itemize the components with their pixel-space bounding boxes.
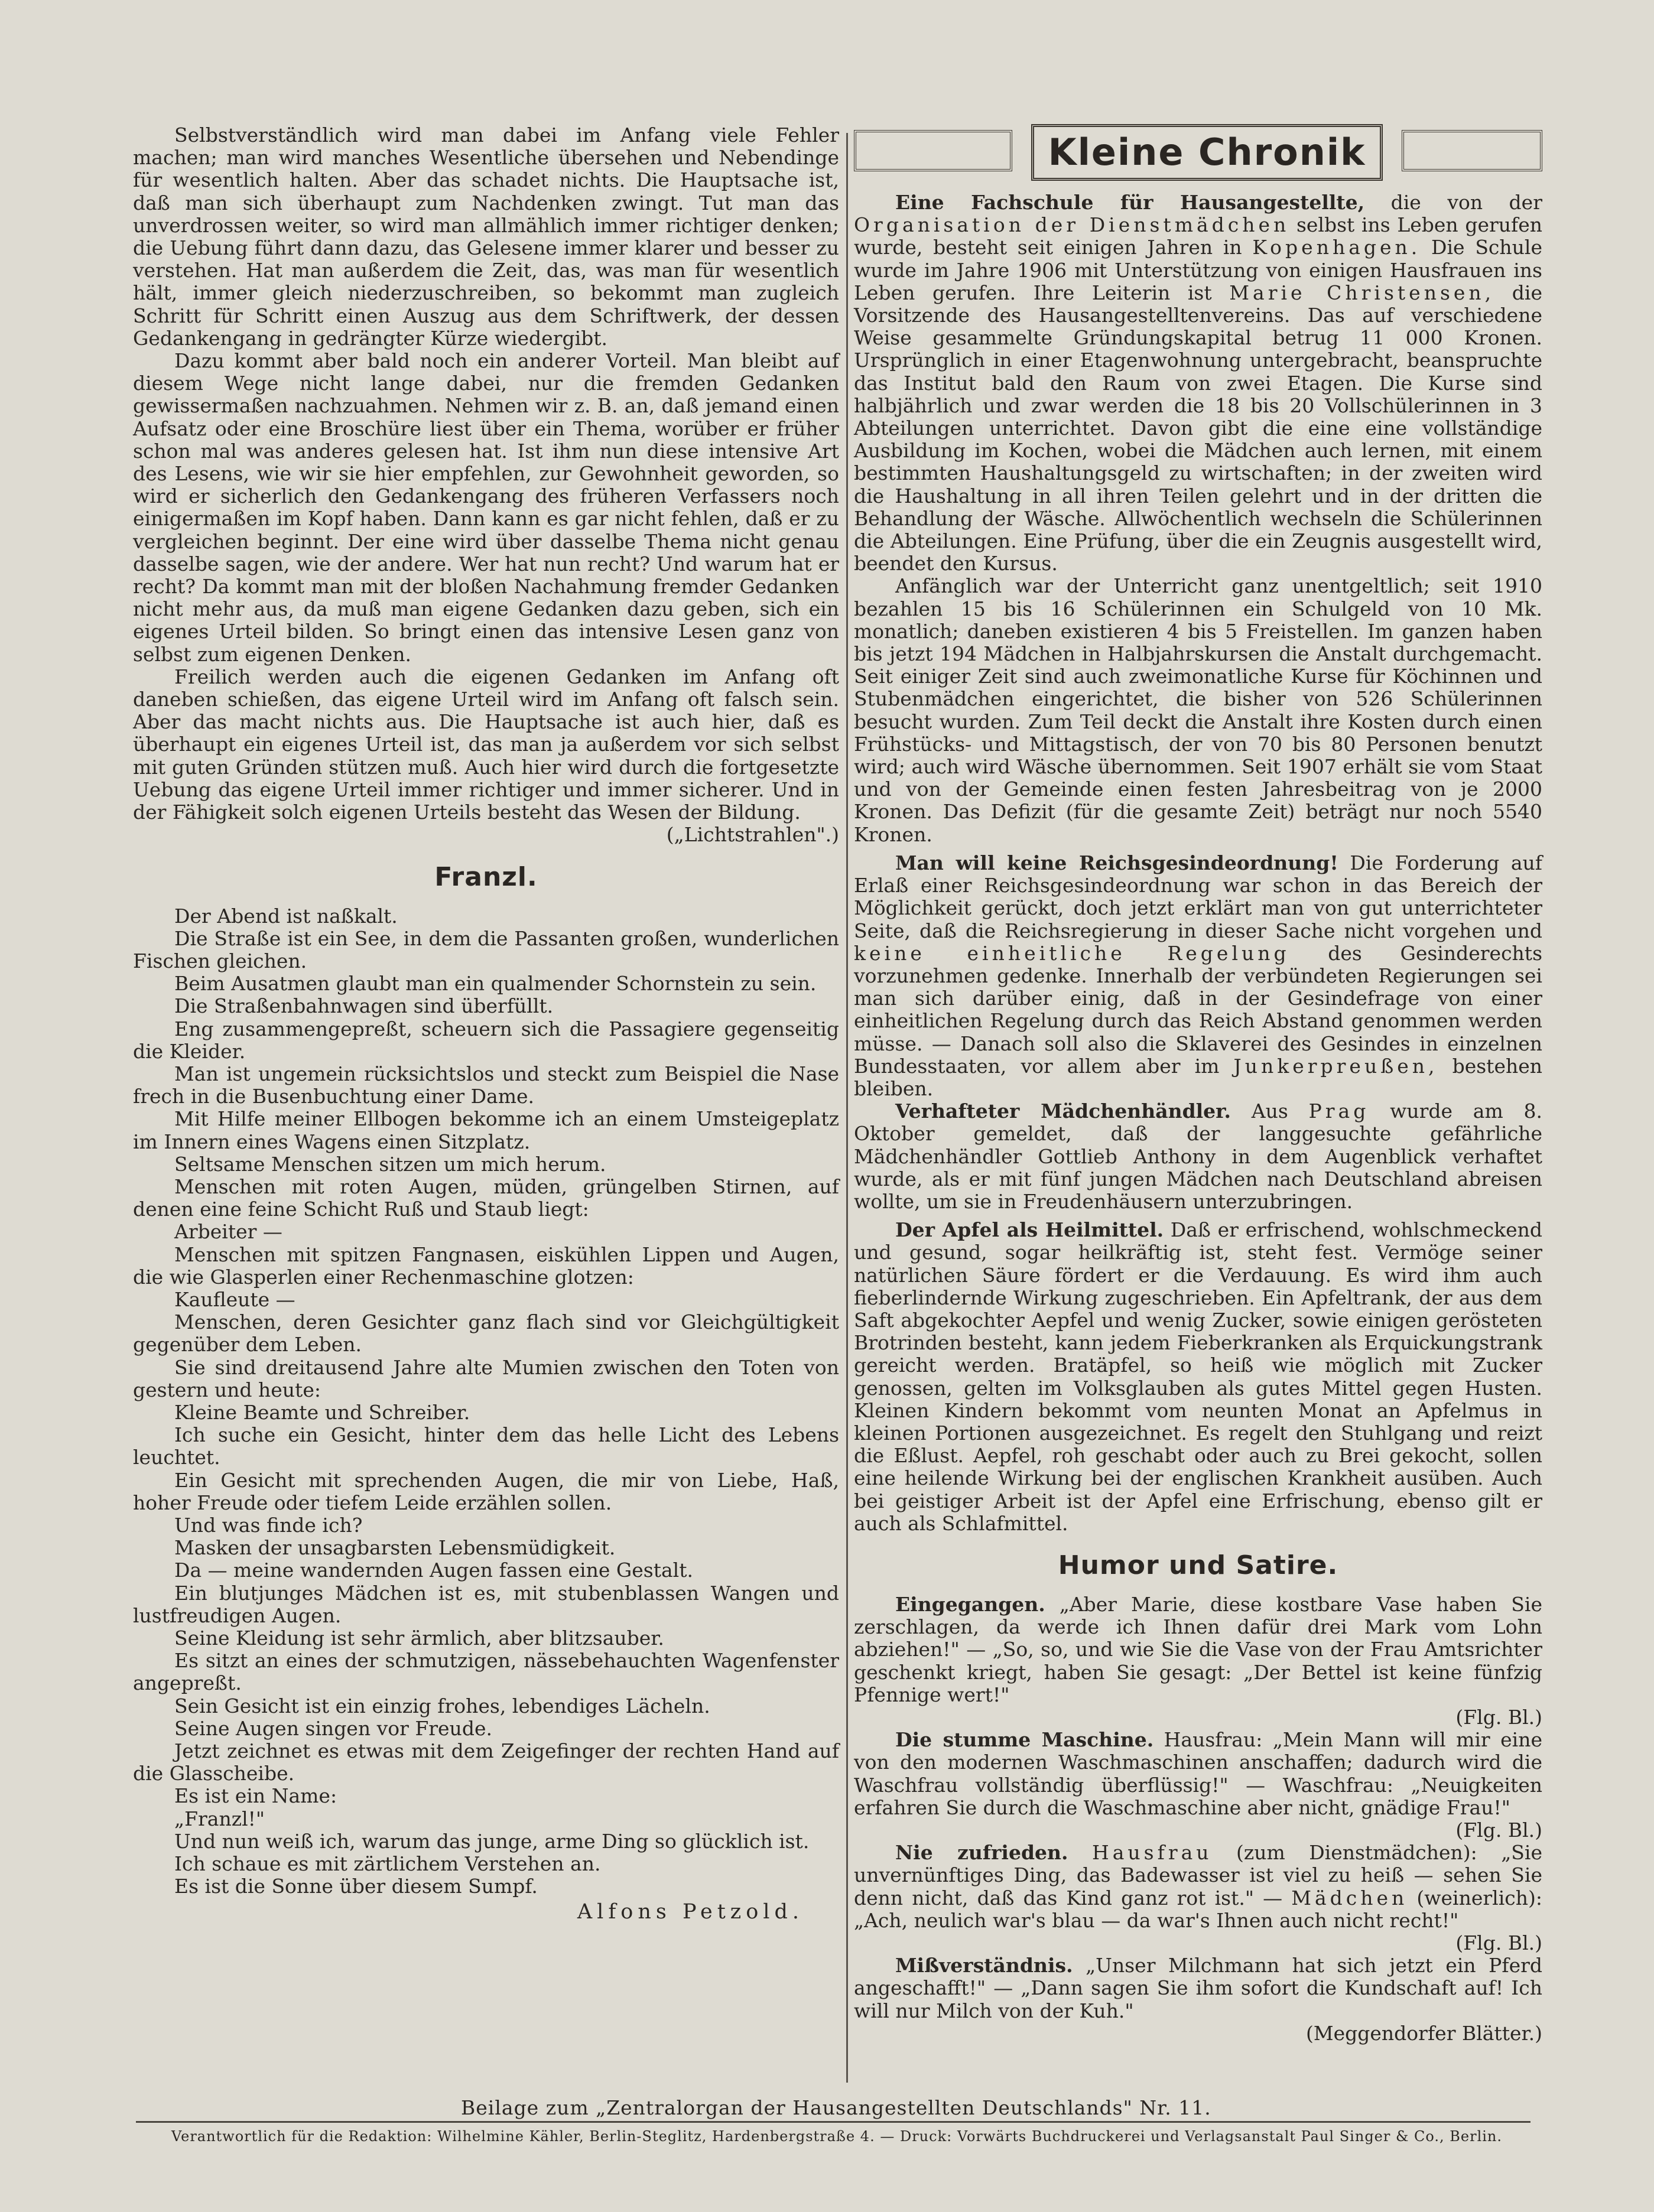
story-line: Eng zusammengepreßt, scheuern sich die Passagiere gegenseitig die Kleider. [133,1017,839,1063]
spaced-text: Junkerpreußen, [1233,1054,1438,1078]
story-line: Beim Ausatmen glaubt man ein qualmender Schornstein zu sein. [174,972,817,996]
spaced-text: Marie Christensen, [1229,281,1495,304]
item-text [1068,1841,1092,1864]
story-line: Sie sind dreitausend Jahre alte Mumien zwischen den Toten von gestern und heute: [133,1355,839,1401]
item-source: (Flg. Bl.) [1455,1706,1542,1729]
story-line: Seine Augen singen vor Freude. [174,1716,492,1740]
chronik-header [854,124,1542,183]
item-text: selbst ins Leben gerufen wurde, besteht seit einigen Jahren in [854,213,1542,259]
story-line: Die Straße ist ein See, in dem die Passanten großen, wunderlichen Fischen gleichen. [133,926,839,972]
item-kicker: Man will keine Reichsgesindeordnung! [895,851,1338,874]
column-divider [846,133,848,2083]
right-column [854,124,1542,2045]
item-kicker: Verhafteter Mädchenhändler. [895,1100,1231,1123]
item-text: Die Schule wurde im Jahre 1906 mit Unterstützung von einigen Hausfrauen ins Leben gerufen. Ihre Leiterin ist [854,236,1542,304]
story-line: Menschen mit roten Augen, müden, grüngelben Stirnen, auf denen eine feine Schicht Ruß und Staub liegt: [133,1175,839,1221]
humor-heading: Humor und Satire. [1058,1550,1338,1580]
story-line: Sein Gesicht ist ein einzig frohes, lebendiges Lächeln. [174,1694,710,1717]
story-line: Kaufleute — [174,1287,295,1311]
item-kicker: Die stumme Maschine. [895,1728,1154,1752]
spaced-text: keine einheitliche Regelung [854,941,1290,965]
item-text: (zum Dienstmädchen): „Sie unvernünftiges Ding, das Badewasser ist viel zu heiß — sehen Sie denn nicht, daß das Kind ganz rot ist." — [854,1841,1542,1910]
item-text: Aus [1231,1100,1309,1123]
paragraph-text: Freilich werden auch die eigenen Gedanken im Anfang oft daneben schießen, das eigene Urteil wird im Anfang oft falsch sein. Aber das macht nichts aus. Die Hauptsache ist auch hier, daß es überhaupt ein eigenes Urteil ist, das man ja außerdem vor sich selbst mit guten Gründen stützen muß. Auch hier wird durch die fortgesetzte Uebung das eigene Urteil immer richtiger und immer sicherer. Und in der Fähigkeit solch eigenen Urteils besteht das Wesen der Bildung. [133,665,839,824]
chronik-item [854,191,1542,575]
spaced-text: Kopenhagen. [1252,236,1421,259]
humor-item [854,1729,1542,1842]
story-line: Der Abend ist naßkalt. [174,904,398,928]
article-paragraph: Selbstverständlich wird man dabei im Anfang viele Fehler machen; man wird manches Wesentliche übersehen und Nebendinge für wesentlich halten. Aber das schadet nichts. Die Hauptsache ist, daß man sich überhaupt zum Nachdenken zwingt. Tut man das unverdrossen weiter, so wird man allmählich immer richtiger denken; die Uebung führt dann dazu, das Gelesene immer klarer und besser zu verstehen. Hat man außerdem die Zeit, das, was man für wesentlich hält, immer gleich niederzuschreiben, so bekommt man zugleich Schritt für Schritt einen Auszug aus dem Schriftwerk, der dessen Gedankengang in gedrängter Kürze wiedergibt. [133,123,839,350]
item-text: Daß er erfrischend, wohlschmeckend und gesund, sogar heilkräftig ist, steht fest. Vermöge seiner natürlichen Säure fördert er die Verdauung. Es wird ihm auch fieberlindernde Wirkung zugeschrieben. Ein Apfeltrank, der aus dem Saft abgekochter Aepfel und wenig Zucker, sowie einigen gerösteten Brotrinden besteht, kann jedem Fieberkranken als Erquickungstrank gereicht werden. Bratäpfel, so heiß wie möglich mit Zucker genossen, gelten im Volksglauben als gutes Mittel gegen Husten. Kleinen Kindern bekommt vom neunten Monat an Apfelmus in kleinen Portionen ausgezeichnet. Es regelt den Stuhlgang und reizt die Eßlust. Aepfel, roh geschabt oder auch zu Brei gekocht, sollen eine heilende Wirkung bei der englischen Krankheit ausüben. Auch bei geistiger Arbeit ist der Apfel eine Erfrischung, ebenso gilt er auch als Schlafmittel. [854,1218,1543,1535]
franzl-story [133,905,839,1898]
story-line: Ein Gesicht mit sprechenden Augen, die mir von Liebe, Haß, hoher Freude oder tiefem Leide erzählen sollen. [133,1468,839,1514]
story-line: Menschen mit spitzen Fangnasen, eiskühlen Lippen und Augen, die wie Glasperlen einer Rechenmaschine glotzen: [133,1242,839,1289]
spaced-text: Hausfrau [1091,1841,1213,1865]
story-line: Man ist ungemein rücksichtslos und steckt zum Beispiel die Nase frech in die Busenbuchtung einer Dame. [133,1062,839,1108]
chronik-item: Anfänglich war der Unterricht ganz unentgeltlich; seit 1910 bezahlen 15 bis 16 Schülerinnen ein Schulgeld von 10 Mk. monatlich; daneben existieren 4 bis 5 Freistellen. Im ganzen haben bis jetzt 194 Mädchen in Halbjahrskursen die Anstalt durchgemacht. Seit einiger Zeit sind auch zweimonatliche Kurse für Köchinnen und Stubenmädchen eingerichtet, die bisher von 526 Schülerinnen besucht wurden. Zum Teil deckt die Anstalt ihre Kosten durch einen Frühstücks- und Mittagstisch, der von 70 bis 80 Personen benutzt wird; auch wird Wäsche übernommen. Seit 1907 erhält sie vom Staat und von der Gemeinde einen festen Jahresbeitrag von je 2000 Kronen. Das Defizit (für die gesamte Zeit) beträgt nur noch 5540 Kronen. [854,574,1542,846]
author-signature: Alfons Petzold. [577,1900,804,1924]
chronik-item [854,1100,1542,1213]
imprint-line: Verantwortlich für die Redaktion: Wilhelmine Kähler, Berlin-Steglitz, Hardenbergstraße 4. — Druck: Vorwärts Buchdruckerei und Verlagsanstalt Paul Singer & Co., Berlin. [171,2128,1502,2145]
story-line: „Franzl!" [174,1807,265,1830]
story-line: Masken der unsagbarsten Lebensmüdigkeit. [174,1536,616,1560]
story-line: Mit Hilfe meiner Ellbogen bekomme ich an einem Umsteigeplatz im Innern eines Wagens einen Sitzplatz. [133,1107,839,1153]
item-text: bestehen bleiben. [854,1054,1543,1100]
item-text: Die Forderung auf Erlaß einer Reichsgesindeordnung war schon in das Bereich der Möglichkeit gerückt, doch jetzt erklärt man von gut unterrichteter Seite, daß die Reichsregierung in dieser Sache nicht vorgehen und [854,851,1542,942]
story-line: Die Straßenbahnwagen sind überfüllt. [174,994,554,1018]
chronik-item [854,852,1542,1100]
item-source: (Meggendorfer Blätter.) [1305,2021,1542,2045]
story-line: Jetzt zeichnet es etwas mit dem Zeigefinger der rechten Hand auf die Glasscheibe. [133,1739,839,1785]
spaced-text: Mädchen [1291,1886,1408,1910]
item-kicker: Nie zufrieden. [895,1841,1068,1865]
item-text: „Aber Marie, diese kostbare Vase haben Sie zerschlagen, da werde ich Ihnen dafür drei Mark vom Lohn abziehen!" — „So, so, und wie Sie die Vase von der Frau Amtsrichter geschenkt kriegt, haben Sie gesagt: „Der Bettel ist keine fünfzig Pfennige wert!" [854,1592,1542,1706]
article-paragraph [133,666,839,847]
story-line: Es ist die Sonne über diesem Sumpf. [174,1875,538,1898]
item-kicker: Der Apfel als Heilmittel. [895,1218,1164,1242]
story-line: Menschen, deren Gesichter ganz flach sind vor Gleichgültigkeit gegenüber dem Leben. [133,1310,839,1357]
item-kicker: Eine Fachschule für Hausangestellte, [895,191,1365,214]
item-source: (Flg. Bl.) [1455,1819,1542,1842]
humor-item [854,1954,1542,2045]
item-text: „Unser Milchmann hat sich jetzt ein Pferd angeschafft!" — „Dann sagen Sie ihm sofort die Kundschaft auf! Ich will nur Milch von der Kuh." [854,1954,1542,2022]
header-ornament-right [1402,130,1542,171]
item-text: des Gesinderechts vorzunehmen gedenke. Innerhalb der verbündeten Regierungen sei man sich darüber einig, daß in der Gesindefrage von einer einheitlichen Regelung durch das Reich Abstand genommen werden müsse. — Danach soll also die Sklaverei des Gesindes in einzelnen Bundesstaaten, vor allem aber im [854,941,1542,1078]
chronik-title: Kleine Chronik [1031,124,1383,181]
story-line: Seltsame Menschen sitzen um mich herum. [174,1152,606,1176]
item-kicker: Eingegangen. [895,1592,1045,1616]
item-text: Hausfrau: „Mein Mann will mir eine von den modernen Waschmaschinen anschaffen; dadurch wird die Waschfrau vollständig überflüssig!" — Waschfrau: „Neuigkeiten erfahren Sie durch die Waschmaschine aber nicht, gnädige Frau!" [854,1728,1542,1819]
supplement-note: Beilage zum „Zentralorgan der Hausangestellten Deutschlands" Nr. 11. [461,2096,1211,2119]
story-line: Kleine Beamte und Schreiber. [174,1400,470,1424]
footer-rule [136,2121,1530,2123]
story-line: Und nun weiß ich, warum das junge, arme Ding so glücklich ist. [174,1829,810,1853]
humor-item [854,1842,1542,1954]
story-line: Ich schaue es mit zärtlichem Verstehen an. [174,1852,601,1876]
item-text: die Vorsitzende des Hausangestelltenvereins. Das auf verschiedene Weise gesammelte Gründungskapital betrug 11 000 Kronen. Ursprünglich in einer Etagenwohnung untergebracht, beanspruchte das Institut bald den Raum von zwei Etagen. Die Kurse sind halbjährlich und zwar werden die 18 bis 20 Vollschülerinnen in 3 Abteilungen unterrichtet. Davon gibt die eine eine vollständige Ausbildung im Kochen, wobei die Mädchen auch lernen, mit einem bestimmten Haushaltungsgeld zu wirtschaften; in der zweiten wird die Haushaltung in all ihren Teilen gelehrt und in der dritten die Behandlung der Wäsche. Allwöchentlich wechseln die Schülerinnen die Abteilungen. Eine Prüfung, über die ein Zeugnis ausgestellt wird, beendet den Kursus. [854,281,1542,575]
chronik-item [854,1219,1542,1535]
story-line: Ich suche ein Gesicht, hinter dem das helle Licht des Lebens leuchtet. [133,1423,839,1469]
spaced-text: Organisation der Dienstmädchen [854,213,1290,237]
item-kicker: Mißverständnis. [895,1954,1073,1977]
franzl-heading: Franzl. [434,861,538,892]
item-text: wurde am 8. Oktober gemeldet, daß der langgesuchte gefährliche Mädchenhändler Gottlieb Anthony in dem Augenblick verhaftet wurde, als er mit fünf jungen Mädchen nach Deutschland abreisen wollte, um sie in Freudenhäusern unterzubringen. [854,1100,1542,1213]
story-line: Es ist ein Name: [174,1784,337,1808]
item-text: (weinerlich): „Ach, neulich war's blau — da war's Ihnen auch nicht recht!" [854,1886,1542,1932]
story-line: Arbeiter — [174,1220,282,1244]
story-line: Ein blutjunges Mädchen ist es, mit stubenblassen Wangen und lustfreudigen Augen. [133,1581,839,1627]
article-source: („Lichtstrahlen".) [666,823,839,847]
item-source: (Flg. Bl.) [1455,1931,1542,1955]
story-line: Und was finde ich? [174,1513,363,1537]
header-ornament-left [854,130,1012,171]
story-line: Da — meine wandernden Augen fassen eine Gestalt. [174,1559,693,1582]
article-paragraph: Dazu kommt aber bald noch ein anderer Vorteil. Man bleibt auf diesem Wege nicht lange dabei, nur die fremden Gedanken gewissermaßen nachzuahmen. Nehmen wir z. B. an, daß jemand einen Aufsatz oder eine Broschüre liest über ein Thema, worüber er früher schon mal was anderes gelesen hat. Ist ihm nun diese intensive Art des Lesens, wie wir sie hier empfehlen, zur Gewohnheit geworden, so wird er sicherlich den Gedankengang des früheren Verfassers noch einigermaßen im Kopf haben. Dann kann es gar nicht fehlen, daß er zu vergleichen beginnt. Der eine wird über dasselbe Thema nicht genau dasselbe sagen, wie der andere. Wer hat nun recht? Und warum hat er recht? Da kommt man mit der bloßen Nachahmung fremder Gedanken nicht mehr aus, da muß man eigene Gedanken dazu geben, sich ein eigenes Urteil bilden. So bringt einen das intensive Lesen ganz von selbst zum eigenen Denken. [133,349,839,666]
story-line: Es sitzt an eines der schmutzigen, nässebehauchten Wagenfenster angepreßt. [133,1649,839,1695]
story-line: Seine Kleidung ist sehr ärmlich, aber blitzsauber. [174,1627,664,1650]
humor-item [854,1593,1542,1729]
left-column [133,124,839,1924]
item-text: die von der [1364,191,1542,214]
spaced-text: Prag [1308,1100,1370,1123]
